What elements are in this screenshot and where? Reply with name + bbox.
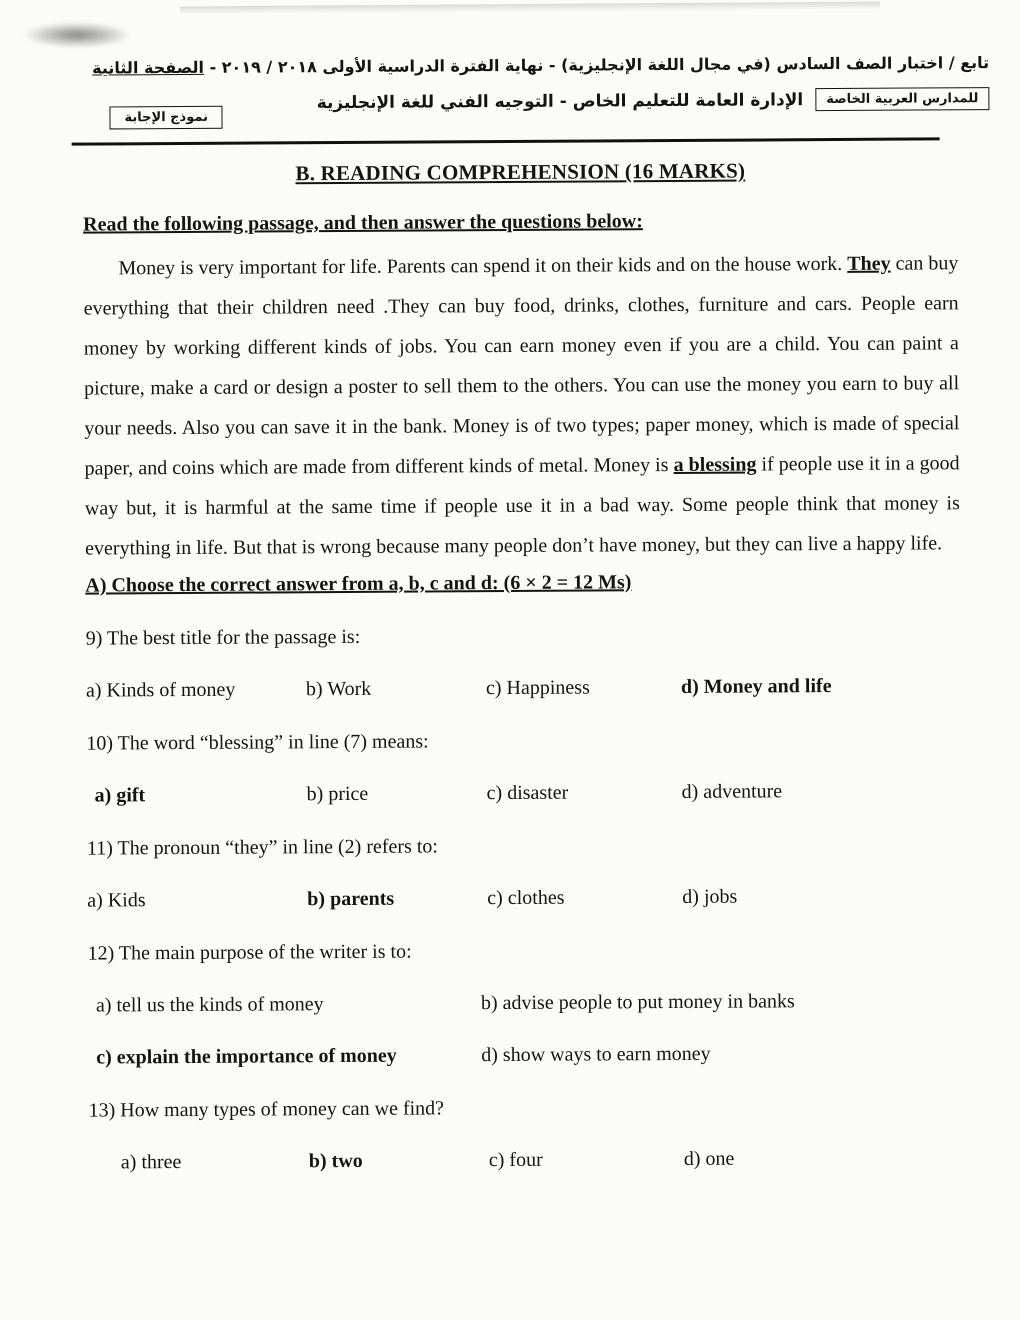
answer-key-box: نموذج الإجابة xyxy=(109,106,223,130)
question-13-options xyxy=(89,1146,964,1174)
q10-option-c: c) disaster xyxy=(486,781,569,805)
q9-option-d-answer: d) Money and life xyxy=(680,675,832,698)
q9-option-b: b) Work xyxy=(305,677,372,701)
question-12-options-row1 xyxy=(88,989,963,1017)
passage-keyword-they: They xyxy=(847,252,891,275)
q10-option-a-answer: a) gift xyxy=(94,784,146,807)
passage-keyword-blessing: a blessing xyxy=(673,453,757,476)
question-13-stem: 13) How many types of money can we find? xyxy=(88,1097,445,1122)
question-12-options-row2 xyxy=(88,1041,963,1069)
question-9-options xyxy=(86,674,961,702)
q11-option-b-answer: b) parents xyxy=(307,887,395,911)
exam-content xyxy=(83,147,964,1174)
q12-option-c-answer: c) explain the importance of money xyxy=(96,1044,397,1069)
page-header xyxy=(0,0,1017,126)
question-11-stem: 11) The pronoun “they” in line (2) refers to: xyxy=(86,835,439,860)
q13-option-a: a) three xyxy=(120,1151,182,1174)
reading-passage xyxy=(83,243,960,568)
q11-option-c: c) clothes xyxy=(487,886,565,910)
passage-text-2: can buy everything that their children need .They can buy food, drinks, clothes, furniture and cars. People earn money by working different kinds of jobs. You can earn money even if you are a child. You can paint a picture, make a card or design a poster to sell them to the others. You can use the money you earn to buy all your needs. Also you can save it in the bank. Money is of two types; paper money, which is made of special paper, and coins which are made from different kinds of metal. Money is xyxy=(83,252,960,480)
q12-option-b: b) advise people to put money in banks xyxy=(480,990,795,1015)
header-arabic-line2 xyxy=(97,87,989,115)
q11-option-d: d) jobs xyxy=(682,885,738,908)
q10-option-d: d) adventure xyxy=(681,780,783,803)
passage-text-1: Money is very important for life. Parents can spend it on their kids and on the house work. xyxy=(118,252,848,280)
q9-option-a: a) Kinds of money xyxy=(85,678,236,702)
question-9-stem: 9) The best title for the passage is: xyxy=(85,625,361,650)
header-arabic-line1 xyxy=(92,53,990,78)
q13-option-b-answer: b) two xyxy=(308,1149,363,1173)
section-a-heading: A) Choose the correct answer from a, b, c and d: (6 × 2 = 12 Ms) xyxy=(85,571,632,597)
question-10-stem: 10) The word “blessing” in line (7) means: xyxy=(86,730,429,755)
read-instruction: Read the following passage, and then answer the questions below: xyxy=(83,210,643,236)
q11-option-a: a) Kids xyxy=(87,889,146,912)
question-11-options xyxy=(87,884,962,912)
q10-option-b: b) price xyxy=(306,782,369,806)
q9-option-c: c) Happiness xyxy=(485,676,590,700)
department-line: الإدارة العامة للتعليم الخاص - التوجيه الفني للغة الإنجليزية xyxy=(316,89,804,113)
header-divider xyxy=(72,137,940,145)
header-exam-title-text: تابع / اختبار الصف السادس (في مجال اللغة الإنجليزية) - نهاية الفترة الدراسية الأولى ٢٠١٨ / ٢٠١٩ - xyxy=(203,53,990,77)
q12-option-d: d) show ways to earn money xyxy=(481,1042,711,1067)
q13-option-c: c) four xyxy=(488,1148,543,1172)
question-12-stem: 12) The main purpose of the writer is to: xyxy=(87,940,412,965)
q13-option-d: d) one xyxy=(683,1147,735,1170)
private-schools-box: للمدارس العربية الخاصة xyxy=(815,87,989,111)
question-10-options xyxy=(87,779,962,807)
header-page-label: الصفحة الثانية xyxy=(92,57,205,78)
passage-text-3: if people use it in a good way but, it is harmful at the same time if people use it in a bad way. Some people think that money is everything in life. But that is wrong because many people don’t have money, but they can live a happy life. xyxy=(84,452,960,560)
section-title: B. READING COMPREHENSION (16 MARKS) xyxy=(295,158,746,186)
q12-option-a: a) tell us the kinds of money xyxy=(95,993,324,1017)
